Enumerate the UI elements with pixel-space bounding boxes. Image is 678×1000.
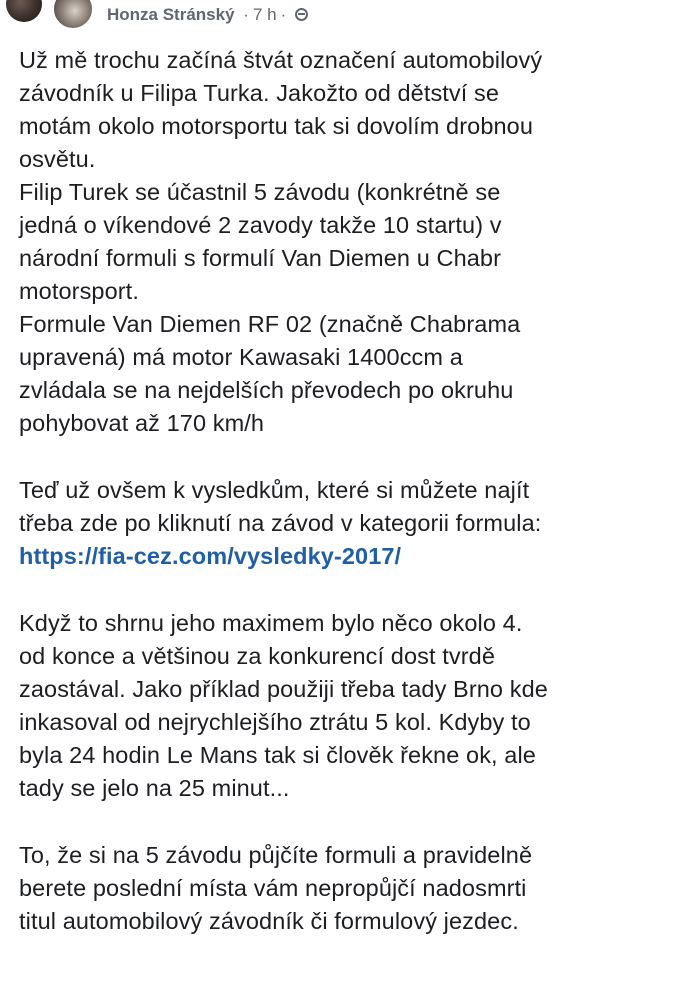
- text-line: závodník u Filipa Turka. Jakožto od dětství se: [19, 80, 500, 106]
- text-line: Filip Turek se účastnil 5 závodu (konkrétně se: [19, 179, 501, 205]
- globe-icon: [295, 8, 308, 21]
- meta-separator: ·: [243, 5, 249, 24]
- text-line: pohybovat až 170 km/h: [19, 410, 265, 436]
- text-line: třeba zde po kliknutí na závod v kategorii formula:: [19, 510, 542, 536]
- text-line: od konce a většinou za konkurencí dost tvrdě: [19, 643, 495, 669]
- paragraph-summary: [19, 607, 668, 805]
- results-link[interactable]: https://fia-cez.com/vysledky-2017/: [19, 543, 402, 569]
- post-meta: [107, 4, 308, 26]
- text-line: zvládala se na nejdelších převodech po okruhu: [19, 377, 514, 403]
- text-line: Formule Van Diemen RF 02 (značně Chabrama: [19, 311, 521, 337]
- text-line: Když to shrnu jeho maximem bylo něco okolo 4.: [19, 610, 523, 636]
- text-line: titul automobilový závodník či formulový jezdec.: [19, 908, 519, 934]
- text-line: motám okolo motorsportu tak si dovolím drobnou: [19, 113, 534, 139]
- text-line: berete poslední místa vám nepropůjčí nadosmrti: [19, 875, 527, 901]
- paragraph-intro: [19, 44, 668, 440]
- text-line: tady se jelo na 25 minut...: [19, 775, 290, 801]
- meta-separator-2: ·: [280, 5, 287, 24]
- text-line: byla 24 hodin Le Mans tak si člověk řekne ok, ale: [19, 742, 536, 768]
- text-line: upravená) má motor Kawasaki 1400ccm a: [19, 344, 463, 370]
- text-line: Teď už ovšem k vysledkům, které si můžete najít: [19, 477, 530, 503]
- text-line: To, že si na 5 závodu půjčíte formuli a pravidelně: [19, 842, 533, 868]
- profile-avatar[interactable]: [52, 0, 94, 30]
- author-name[interactable]: Honza Stránský: [107, 5, 235, 24]
- text-line: jedná o víkendové 2 zavody takže 10 startu) v: [19, 212, 502, 238]
- text-line: zaostával. Jako příklad použiji třeba tady Brno kde: [19, 676, 548, 702]
- text-line: Už mě trochu začíná štvát označení automobilový: [19, 47, 543, 73]
- text-line: inkasoval od nejrychlejšího ztrátu 5 kol. Kdyby to: [19, 709, 531, 735]
- paragraph-conclusion: [19, 839, 668, 938]
- post-header: [0, 0, 678, 40]
- text-line: motorsport.: [19, 278, 139, 304]
- post-text: [0, 44, 678, 972]
- paragraph-results: [19, 474, 668, 573]
- avatar[interactable]: [6, 0, 42, 22]
- text-line: národní formuli s formulí Van Diemen u Chabr: [19, 245, 502, 271]
- post-time[interactable]: 7 h: [252, 5, 277, 24]
- text-line: osvětu.: [19, 146, 96, 172]
